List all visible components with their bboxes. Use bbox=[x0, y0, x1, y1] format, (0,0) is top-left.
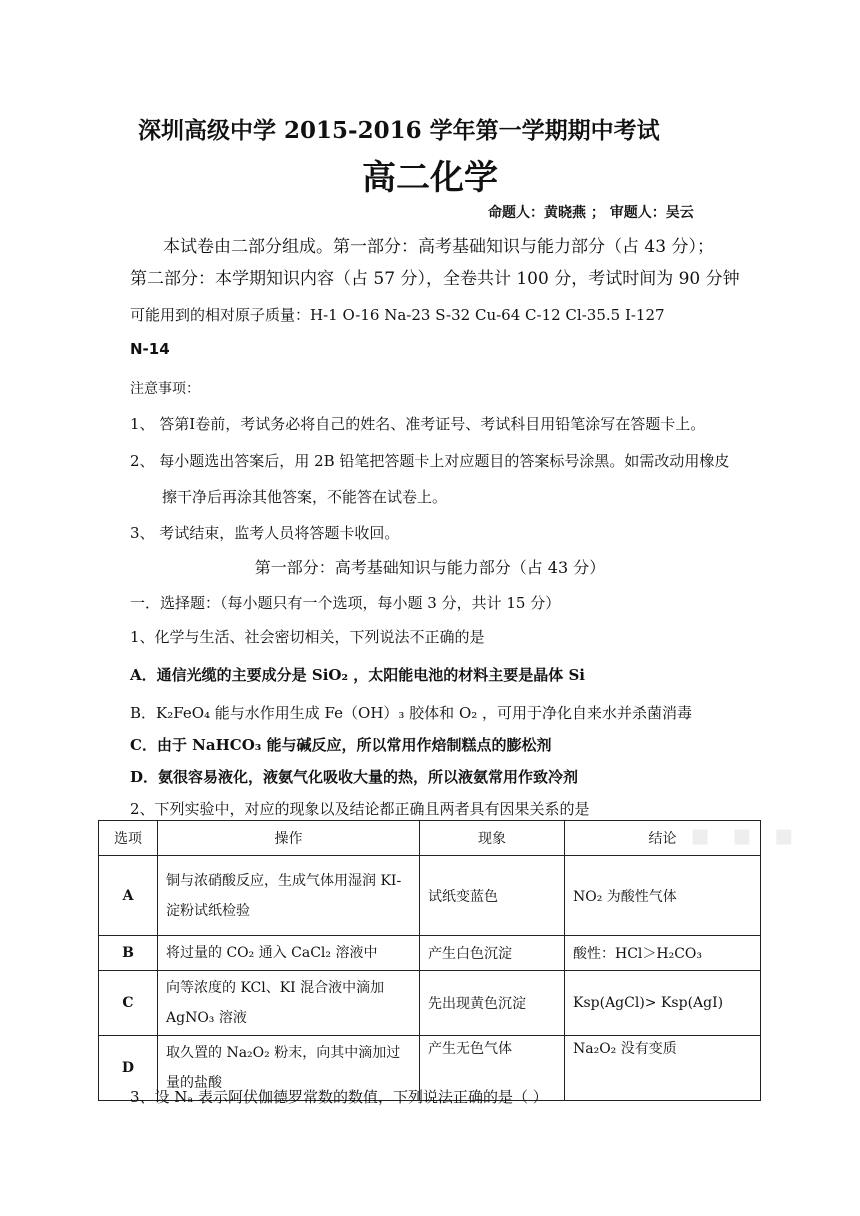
watermark: ▪ ▪ ▪ bbox=[690, 818, 801, 853]
row-phenomenon: 先出现黄色沉淀 bbox=[420, 971, 565, 1036]
question-1-option-d: D．氨很容易液化，液氨气化吸收大量的热，所以液氨常用作致冷剂 bbox=[130, 768, 579, 786]
header-conclusion: 结论 bbox=[565, 821, 761, 856]
row-option: C bbox=[99, 971, 158, 1036]
experiment-table bbox=[98, 820, 761, 1101]
table-row bbox=[99, 936, 761, 971]
note-item-2-cont: 擦干净后再涂其他答案，不能答在试卷上。 bbox=[162, 488, 448, 506]
notes-title: 注意事项： bbox=[130, 381, 200, 397]
row-option: A bbox=[99, 856, 158, 936]
question-3-stem: 3、设 Nₐ 表示阿伏伽德罗常数的数值，下列说法正确的是（ ） bbox=[130, 1088, 548, 1106]
question-1-option-b: B．K₂FeO₄ 能与水作用生成 Fe（OH）₃ 胶体和 O₂ ，可用于净化自来水并杀菌消毒 bbox=[130, 704, 693, 722]
question-1-stem: 1、化学与生活、社会密切相关，下列说法不正确的是 bbox=[130, 628, 485, 646]
row-conclusion: NO₂ 为酸性气体 bbox=[565, 856, 761, 936]
note-item-2: 2、 每小题选出答案后，用 2B 铅笔把答题卡上对应题目的答案标号涂黑。如需改动用橡皮 bbox=[130, 452, 730, 470]
section-heading: 一．选择题：（每小题只有一个选项，每小题 3 分，共计 15 分） bbox=[130, 594, 561, 612]
row-operation: 向等浓度的 KCl、KI 混合液中滴加 AgNO₃ 溶液 bbox=[158, 971, 420, 1036]
note-item-1: 1、 答第Ⅰ卷前，考试务必将自己的姓名、准考证号、考试科目用铅笔涂写在答题卡上。 bbox=[130, 415, 706, 433]
row-conclusion: Ksp(AgCl)> Ksp(AgI) bbox=[565, 971, 761, 1036]
header-phenomenon: 现象 bbox=[420, 821, 565, 856]
row-phenomenon: 试纸变蓝色 bbox=[420, 856, 565, 936]
row-option: B bbox=[99, 936, 158, 971]
table-header-row bbox=[99, 821, 761, 856]
table-row bbox=[99, 856, 761, 936]
row-operation: 将过量的 CO₂ 通入 CaCl₂ 溶液中 bbox=[158, 936, 420, 971]
row-operation: 取久置的 Na₂O₂ 粉末，向其中滴加过量的盐酸 bbox=[158, 1036, 420, 1101]
intro-line-1: 本试卷由二部分组成。第一部分：高考基础知识与能力部分（占 43 分）； bbox=[163, 237, 714, 257]
row-conclusion: 酸性：HCl＞H₂CO₃ bbox=[565, 936, 761, 971]
intro-line-2: 第二部分：本学期知识内容（占 57 分），全卷共计 100 分，考试时间为 90 分钟 bbox=[130, 269, 740, 289]
header-option: 选项 bbox=[99, 821, 158, 856]
question-2-stem: 2、下列实验中，对应的现象以及结论都正确且两者具有因果关系的是 bbox=[130, 800, 590, 818]
question-1-option-a: A．通信光缆的主要成分是 SiO₂ ，太阳能电池的材料主要是晶体 Si bbox=[130, 666, 586, 684]
exam-authors: 命题人：黄晓燕 ； 审题人：吴云 bbox=[488, 205, 694, 221]
atomic-masses-cont: N-14 bbox=[130, 340, 170, 358]
row-operation: 铜与浓硝酸反应，生成气体用湿润 KI-淀粉试纸检验 bbox=[158, 856, 420, 936]
row-option: D bbox=[99, 1036, 158, 1101]
part1-heading: 第一部分：高考基础知识与能力部分（占 43 分） bbox=[254, 558, 606, 577]
row-phenomenon: 产生无色气体 bbox=[420, 1036, 565, 1101]
header-operation: 操作 bbox=[158, 821, 420, 856]
question-1-option-c: C．由于 NaHCO₃ 能与碱反应，所以常用作焙制糕点的膨松剂 bbox=[130, 736, 552, 754]
exam-title: 深圳高级中学 2015-2016 学年第一学期期中考试 bbox=[138, 117, 660, 144]
exam-subject: 高二化学 bbox=[362, 158, 498, 198]
row-conclusion: Na₂O₂ 没有变质 bbox=[565, 1036, 761, 1101]
table-row bbox=[99, 971, 761, 1036]
note-item-3: 3、 考试结束，监考人员将答题卡收回。 bbox=[130, 524, 400, 542]
atomic-masses: 可能用到的相对原子质量：H-1 O-16 Na-23 S-32 Cu-64 C-12 Cl-35.5 I-127 bbox=[130, 306, 665, 324]
row-phenomenon: 产生白色沉淀 bbox=[420, 936, 565, 971]
